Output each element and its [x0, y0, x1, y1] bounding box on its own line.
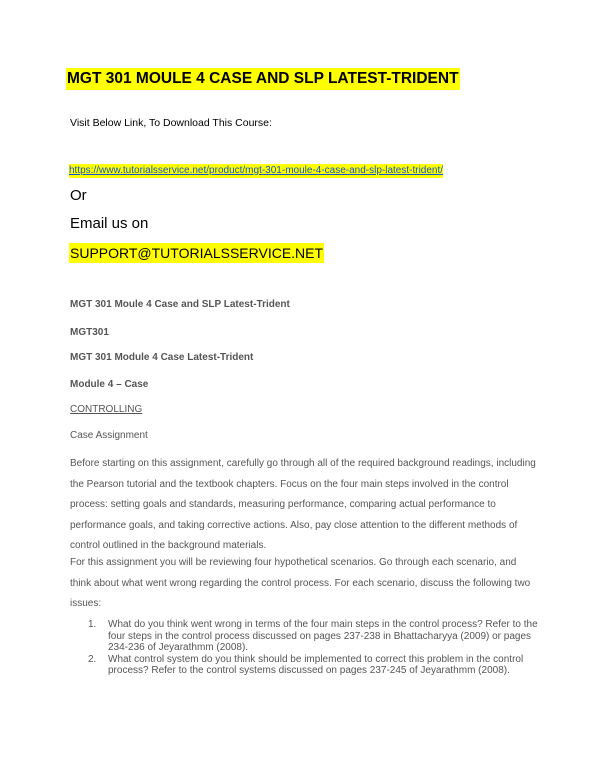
issues-list — [70, 619, 540, 677]
module-case-heading: Module 4 – Case — [70, 379, 149, 390]
visit-instruction: Visit Below Link, To Download This Course: — [70, 117, 272, 129]
list-item-text: What control system do you think should be implemented to correct this problem in the control process? Refer to the control systems discussed on pages 237-245 of Jeyarathmm (2008). — [108, 653, 524, 676]
paragraph-scenarios: For this assignment you will be reviewing four hypothetical scenarios. Go through each scenario, and think about what went wrong regarding the control process. For each scenario, discuss the following two issues: — [70, 557, 531, 609]
section-title: CONTROLLING — [70, 404, 143, 415]
paragraph-background: Before starting on this assignment, carefully go through all of the required background readings, including the Pearson tutorial and the textbook chapters. Focus on the four main steps involved in the control process: setting goals and standards, measuring performance, comparing actual performance to performance goals, and taking corrective actions. Also, pay close attention to the different methods of control outlined in the background materials. — [70, 458, 536, 551]
subsection-title: Case Assignment — [70, 430, 148, 441]
or-text: Or — [70, 187, 87, 204]
list-item-number: 2. — [88, 653, 97, 665]
list-item — [70, 654, 540, 677]
list-item-text: What do you think went wrong in terms of the four main steps in the control process? Refer to the four steps in the control process discussed on pages 237-238 in Bhattacharyya (2009) or pages 234-236 of Jeyarathmm (2008). — [108, 619, 538, 653]
course-code: MGT301 — [70, 327, 109, 338]
course-heading: MGT 301 Moule 4 Case and SLP Latest-Trident — [70, 299, 290, 310]
course-link[interactable]: https://www.tutorialsservice.net/product/mgt-301-moule-4-case-and-slp-latest-trident/ — [69, 165, 444, 176]
page-title: MGT 301 MOULE 4 CASE AND SLP LATEST-TRIDENT — [66, 68, 460, 90]
email-label: Email us on — [70, 215, 149, 232]
module-heading: MGT 301 Module 4 Case Latest-Trident — [70, 352, 254, 363]
list-item — [70, 619, 540, 654]
list-item-number: 1. — [88, 619, 97, 630]
support-email-link[interactable]: SUPPORT@TUTORIALSSERVICE.NET — [70, 245, 324, 261]
